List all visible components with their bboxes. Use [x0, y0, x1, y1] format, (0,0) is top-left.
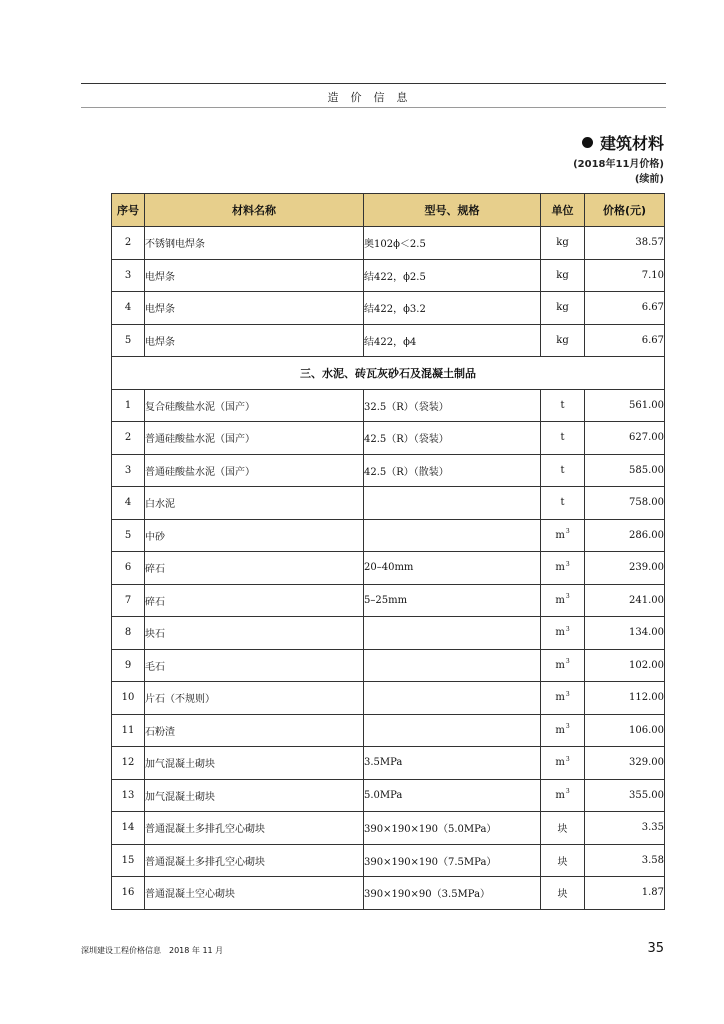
row-price-text: 241.00 [629, 594, 664, 606]
row-name [145, 422, 364, 455]
row-price [585, 454, 665, 487]
table-row [112, 389, 665, 422]
table-row [112, 454, 665, 487]
row-no [112, 747, 145, 780]
row-spec [364, 812, 541, 845]
row-unit [541, 487, 585, 520]
row-name-text: 普通混凝土多排孔空心砌块 [145, 824, 265, 836]
row-name [145, 227, 364, 260]
row-no-text: 13 [121, 789, 135, 801]
row-spec [364, 389, 541, 422]
row-price-text: 38.57 [635, 237, 664, 249]
row-unit [541, 519, 585, 552]
unit-superscript: 3 [565, 560, 570, 568]
row-price [585, 584, 665, 617]
row-spec [364, 714, 541, 747]
row-no-text: 12 [121, 757, 135, 769]
table-row [112, 649, 665, 682]
row-no [112, 487, 145, 520]
row-no-text: 4 [124, 497, 132, 509]
row-spec-text: 结422，ϕ3.2 [364, 304, 426, 316]
row-no-text: 16 [121, 887, 135, 899]
row-unit-text: kg [556, 269, 569, 281]
row-price-text: 106.00 [629, 724, 664, 736]
row-unit [541, 389, 585, 422]
table-row [112, 779, 665, 812]
row-price-text: 585.00 [629, 464, 664, 476]
header-spec: 型号、规格 [364, 194, 541, 227]
row-name [145, 454, 364, 487]
row-name [145, 844, 364, 877]
row-name [145, 552, 364, 585]
row-unit [541, 422, 585, 455]
row-price [585, 227, 665, 260]
row-unit [541, 617, 585, 650]
row-no-text: 15 [121, 854, 135, 866]
row-name [145, 389, 364, 422]
row-unit [541, 649, 585, 682]
row-name-text: 中砂 [145, 531, 165, 543]
row-no [112, 617, 145, 650]
row-price [585, 714, 665, 747]
row-spec [364, 649, 541, 682]
row-unit [541, 292, 585, 325]
table-row [112, 747, 665, 780]
row-spec [364, 487, 541, 520]
row-no-text: 3 [124, 269, 132, 281]
table-row [112, 422, 665, 455]
row-unit [541, 454, 585, 487]
row-spec [364, 584, 541, 617]
table-row [112, 584, 665, 617]
row-unit [541, 227, 585, 260]
row-price [585, 292, 665, 325]
row-name [145, 487, 364, 520]
row-price [585, 649, 665, 682]
row-name [145, 714, 364, 747]
row-no [112, 682, 145, 715]
row-price [585, 324, 665, 357]
row-unit [541, 324, 585, 357]
table-row [112, 877, 665, 910]
row-no [112, 779, 145, 812]
row-spec [364, 617, 541, 650]
row-name-text: 复合硅酸盐水泥（国产） [145, 401, 255, 413]
row-no-text: 11 [121, 724, 135, 736]
row-spec [364, 519, 541, 552]
row-spec [364, 454, 541, 487]
footer-publication: 深圳建设工程价格信息 2018 年 11 月 [81, 946, 224, 955]
row-spec-text: 390×190×190（7.5MPa） [364, 856, 497, 868]
row-unit [541, 584, 585, 617]
row-no-text: 5 [124, 334, 132, 346]
row-spec-text: 3.5MPa [364, 757, 403, 769]
row-no [112, 292, 145, 325]
row-price [585, 259, 665, 292]
row-name-text: 普通混凝土空心砌块 [145, 889, 235, 901]
row-spec [364, 227, 541, 260]
row-price-text: 3.35 [641, 822, 664, 834]
row-spec-text: 390×190×90（3.5MPa） [364, 889, 491, 901]
row-unit-text: kg [556, 237, 569, 249]
row-spec-text: 42.5（R）（袋装） [364, 434, 449, 446]
unit-superscript: 3 [565, 755, 570, 763]
table-row [112, 812, 665, 845]
row-price [585, 844, 665, 877]
row-unit-text: m [555, 529, 565, 541]
row-price-text: 239.00 [629, 562, 664, 574]
row-no [112, 714, 145, 747]
row-name [145, 877, 364, 910]
row-name-text: 普通硅酸盐水泥（国产） [145, 466, 255, 478]
section-heading: 三、水泥、砖瓦灰砂石及混凝土制品 [112, 357, 665, 390]
row-price-text: 7.10 [641, 269, 664, 281]
row-name [145, 812, 364, 845]
row-unit-text: 块 [557, 824, 568, 836]
row-spec-text: 390×190×190（5.0MPa） [364, 824, 497, 836]
row-price-text: 627.00 [629, 432, 664, 444]
row-unit [541, 747, 585, 780]
row-no-text: 14 [121, 822, 135, 834]
row-no-text: 2 [124, 432, 132, 444]
row-unit-text: 块 [557, 889, 568, 901]
row-price-text: 6.67 [641, 334, 664, 346]
row-spec [364, 292, 541, 325]
page-number: 35 [647, 941, 664, 956]
row-price-text: 758.00 [629, 497, 664, 509]
price-table [111, 193, 665, 910]
row-spec [364, 877, 541, 910]
unit-superscript: 3 [565, 723, 570, 731]
row-unit-text: t [560, 432, 565, 444]
table-row [112, 292, 665, 325]
row-spec-text: 5.0MPa [364, 789, 403, 801]
row-spec-text: 42.5（R）（散装） [364, 466, 449, 478]
continued-note: (续前) [634, 174, 664, 185]
row-no [112, 649, 145, 682]
row-name-text: 白水泥 [145, 499, 175, 511]
row-no-text: 3 [124, 464, 132, 476]
section-title [582, 131, 664, 154]
row-price-text: 112.00 [629, 692, 664, 704]
row-no-text: 7 [124, 594, 132, 606]
row-name [145, 292, 364, 325]
table-row [112, 259, 665, 292]
row-price [585, 812, 665, 845]
row-price-text: 6.67 [641, 302, 664, 314]
row-name-text: 电焊条 [145, 304, 175, 316]
row-spec [364, 259, 541, 292]
table-row [112, 519, 665, 552]
row-unit-text: m [555, 757, 565, 769]
row-spec-text: 32.5（R）（袋装） [364, 401, 449, 413]
row-spec-text: 5–25mm [364, 594, 408, 606]
row-name-text: 碎石 [145, 596, 165, 608]
row-price [585, 617, 665, 650]
row-unit-text: m [555, 594, 565, 606]
row-spec [364, 844, 541, 877]
row-no-text: 1 [124, 399, 132, 411]
row-unit [541, 844, 585, 877]
row-name-text: 电焊条 [145, 336, 175, 348]
row-name-text: 毛石 [145, 661, 165, 673]
row-no-text: 9 [124, 659, 132, 671]
row-name [145, 747, 364, 780]
row-no-text: 4 [124, 302, 132, 314]
unit-superscript: 3 [565, 528, 570, 536]
row-no [112, 584, 145, 617]
bullet-icon [582, 137, 593, 148]
row-name [145, 779, 364, 812]
row-price-text: 329.00 [629, 757, 664, 769]
unit-superscript: 3 [565, 788, 570, 796]
row-price [585, 747, 665, 780]
row-unit [541, 714, 585, 747]
header-name: 材料名称 [145, 194, 364, 227]
row-name-text: 块石 [145, 629, 165, 641]
row-unit-text: m [555, 724, 565, 736]
table-row [112, 682, 665, 715]
row-no [112, 227, 145, 260]
header-unit: 单位 [541, 194, 585, 227]
table-row [112, 844, 665, 877]
row-no [112, 844, 145, 877]
row-price [585, 552, 665, 585]
row-unit-text: m [555, 562, 565, 574]
table-row [112, 714, 665, 747]
row-name-text: 加气混凝土砌块 [145, 791, 215, 803]
row-spec [364, 779, 541, 812]
header-rule [81, 107, 666, 108]
row-unit-text: 块 [557, 856, 568, 868]
table-row [112, 617, 665, 650]
row-name [145, 324, 364, 357]
row-price [585, 682, 665, 715]
row-no-text: 5 [124, 529, 132, 541]
table-row [112, 552, 665, 585]
row-unit [541, 779, 585, 812]
row-name-text: 普通混凝土多排孔空心砌块 [145, 856, 265, 868]
running-header: 造价信息 [327, 91, 420, 104]
row-spec [364, 324, 541, 357]
unit-superscript: 3 [565, 593, 570, 601]
row-unit-text: t [560, 464, 565, 476]
row-price-text: 286.00 [629, 529, 664, 541]
row-name-text: 不锈钢电焊条 [145, 239, 205, 251]
row-name [145, 259, 364, 292]
unit-superscript: 3 [565, 690, 570, 698]
row-unit-text: t [560, 497, 565, 509]
row-spec [364, 747, 541, 780]
row-name [145, 649, 364, 682]
row-unit-text: m [555, 627, 565, 639]
table-row [112, 324, 665, 357]
row-name-text: 碎石 [145, 564, 165, 576]
row-no [112, 454, 145, 487]
row-unit-text: m [555, 692, 565, 704]
row-price-text: 355.00 [629, 789, 664, 801]
row-no [112, 389, 145, 422]
row-unit-text: m [555, 789, 565, 801]
row-unit [541, 812, 585, 845]
row-no [112, 812, 145, 845]
row-name-text: 片石（不规则） [145, 694, 215, 706]
row-price-text: 1.87 [641, 887, 664, 899]
row-name [145, 584, 364, 617]
row-unit [541, 682, 585, 715]
row-spec [364, 422, 541, 455]
row-no-text: 6 [124, 562, 132, 574]
row-name [145, 682, 364, 715]
row-price [585, 422, 665, 455]
row-no [112, 259, 145, 292]
price-period: (2018年11月价格) [573, 159, 664, 170]
row-price-text: 134.00 [629, 627, 664, 639]
header-price: 价格(元) [585, 194, 665, 227]
row-unit-text: t [560, 399, 565, 411]
row-spec [364, 682, 541, 715]
row-spec-text: 奥102ϕ＜2.5 [364, 239, 426, 251]
row-no [112, 422, 145, 455]
unit-superscript: 3 [565, 625, 570, 633]
header-no: 序号 [112, 194, 145, 227]
row-no [112, 877, 145, 910]
row-name [145, 617, 364, 650]
unit-superscript: 3 [565, 658, 570, 666]
row-price-text: 102.00 [629, 659, 664, 671]
row-unit [541, 259, 585, 292]
section-title-text: 建筑材料 [599, 134, 664, 153]
table-row [112, 227, 665, 260]
row-name-text: 石粉渣 [145, 726, 175, 738]
row-unit-text: kg [556, 302, 569, 314]
row-name-text: 普通硅酸盐水泥（国产） [145, 434, 255, 446]
row-price [585, 389, 665, 422]
table-header-row [112, 194, 665, 227]
row-spec-text: 结422，ϕ2.5 [364, 271, 426, 283]
row-price-text: 561.00 [629, 399, 664, 411]
row-price [585, 487, 665, 520]
row-no-text: 8 [124, 627, 132, 639]
row-name [145, 519, 364, 552]
row-name-text: 加气混凝土砌块 [145, 759, 215, 771]
row-price [585, 779, 665, 812]
row-name-text: 电焊条 [145, 271, 175, 283]
row-no-text: 2 [124, 237, 132, 249]
row-no-text: 10 [121, 692, 135, 704]
table-row [112, 487, 665, 520]
row-no [112, 552, 145, 585]
row-no [112, 324, 145, 357]
section-heading-row [112, 357, 665, 390]
row-price-text: 3.58 [641, 854, 664, 866]
row-price [585, 519, 665, 552]
row-no [112, 519, 145, 552]
row-unit-text: kg [556, 334, 569, 346]
row-unit-text: m [555, 659, 565, 671]
row-unit [541, 552, 585, 585]
top-rule [81, 83, 666, 84]
row-spec [364, 552, 541, 585]
row-spec-text: 20–40mm [364, 562, 414, 574]
row-price [585, 877, 665, 910]
row-spec-text: 结422，ϕ4 [364, 336, 417, 348]
row-unit [541, 877, 585, 910]
